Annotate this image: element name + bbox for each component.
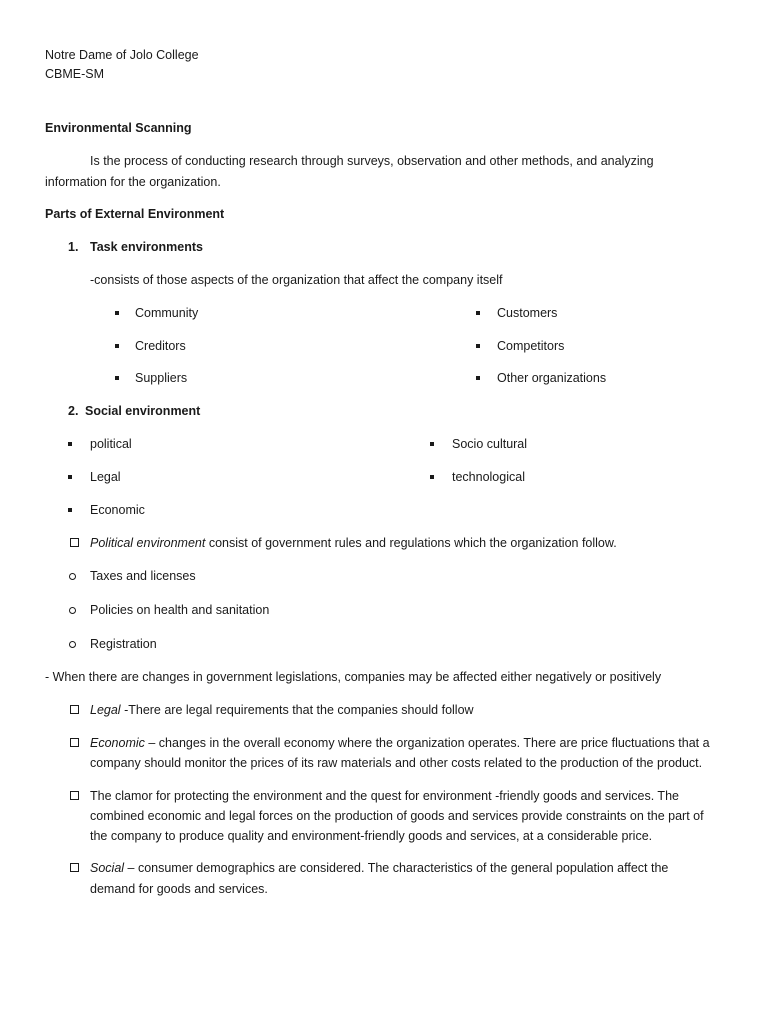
square-bullet-icon — [476, 376, 480, 380]
square-bullet-icon — [430, 475, 434, 479]
square-bullet-icon — [476, 311, 480, 315]
social-term: Social — [90, 861, 125, 875]
list-item: Legal — [68, 469, 121, 485]
list-item: Community — [115, 305, 198, 321]
political-item — [68, 535, 617, 551]
clamor-text-line-1: The clamor for protecting the environment and the quest for environment -friendly goods and services. The — [90, 789, 679, 803]
social-text-line-1: – consumer demographics are considered. The characteristics of the general population affect the — [124, 861, 669, 875]
list-item: Economic — [68, 502, 145, 518]
legislation-note: - When there are changes in government legislations, companies may be affected either negatively or positively — [45, 670, 662, 684]
economic-text-line-2: company should monitor the prices of its raw materials and other costs related to the production of the product. — [90, 756, 703, 770]
school-name: Notre Dame of Jolo College — [45, 48, 199, 62]
legal-text: -There are legal requirements that the companies should follow — [120, 703, 474, 717]
square-bullet-icon — [68, 508, 72, 512]
definition-line-1: Is the process of conducting research through surveys, observation and other methods, and analyzing — [90, 154, 654, 168]
checkbox-bullet-icon — [70, 538, 79, 547]
political-term: Political environment — [90, 536, 206, 550]
checkbox-bullet-icon — [70, 791, 79, 800]
square-bullet-icon — [68, 475, 72, 479]
square-bullet-icon — [476, 344, 480, 348]
section-heading-external: Parts of External Environment — [45, 207, 225, 221]
list-item: Creditors — [115, 338, 186, 354]
economic-item — [68, 735, 710, 751]
square-bullet-icon — [115, 344, 119, 348]
legal-term: Legal — [90, 703, 121, 717]
department: CBME-SM — [45, 67, 105, 81]
list-item: Customers — [476, 305, 557, 321]
circle-bullet-icon — [69, 607, 76, 614]
checkbox-bullet-icon — [70, 738, 79, 747]
economic-term: Economic — [90, 736, 145, 750]
square-bullet-icon — [68, 442, 72, 446]
clamor-item — [68, 788, 679, 804]
social-number: 2. — [68, 404, 79, 418]
definition-line-2: information for the organization. — [45, 175, 221, 189]
political-text: consist of government rules and regulations which the organization follow. — [205, 536, 617, 550]
economic-text-line-1: – changes in the overall economy where the organization operates. There are price fluctuations that a — [144, 736, 710, 750]
task-number: 1. — [68, 240, 79, 254]
square-bullet-icon — [115, 311, 119, 315]
task-description: -consists of those aspects of the organization that affect the company itself — [90, 273, 503, 287]
circle-bullet-icon — [69, 641, 76, 648]
task-title: Task environments — [90, 240, 204, 254]
square-bullet-icon — [115, 376, 119, 380]
list-item: Registration — [68, 636, 157, 652]
checkbox-bullet-icon — [70, 863, 79, 872]
list-item: political — [68, 436, 132, 452]
section-heading-env-scanning: Environmental Scanning — [45, 121, 192, 135]
list-item: Taxes and licenses — [68, 568, 196, 584]
circle-bullet-icon — [69, 573, 76, 580]
list-item: Socio cultural — [430, 436, 527, 452]
list-item: Competitors — [476, 338, 564, 354]
list-item: technological — [430, 469, 525, 485]
clamor-text-line-2: combined economic and legal forces on the production of goods and services provide constraints on the part of — [90, 809, 704, 823]
social-text-line-2: demand for goods and services. — [90, 882, 268, 896]
clamor-text-line-3: the company to produce quality and environment-friendly goods and services, at a considerable price. — [90, 829, 653, 843]
square-bullet-icon — [430, 442, 434, 446]
social-item — [68, 860, 668, 876]
list-item: Suppliers — [115, 370, 187, 386]
list-item: Other organizations — [476, 370, 606, 386]
checkbox-bullet-icon — [70, 705, 79, 714]
legal-item — [68, 702, 474, 718]
social-title: Social environment — [85, 404, 201, 418]
list-item: Policies on health and sanitation — [68, 602, 269, 618]
